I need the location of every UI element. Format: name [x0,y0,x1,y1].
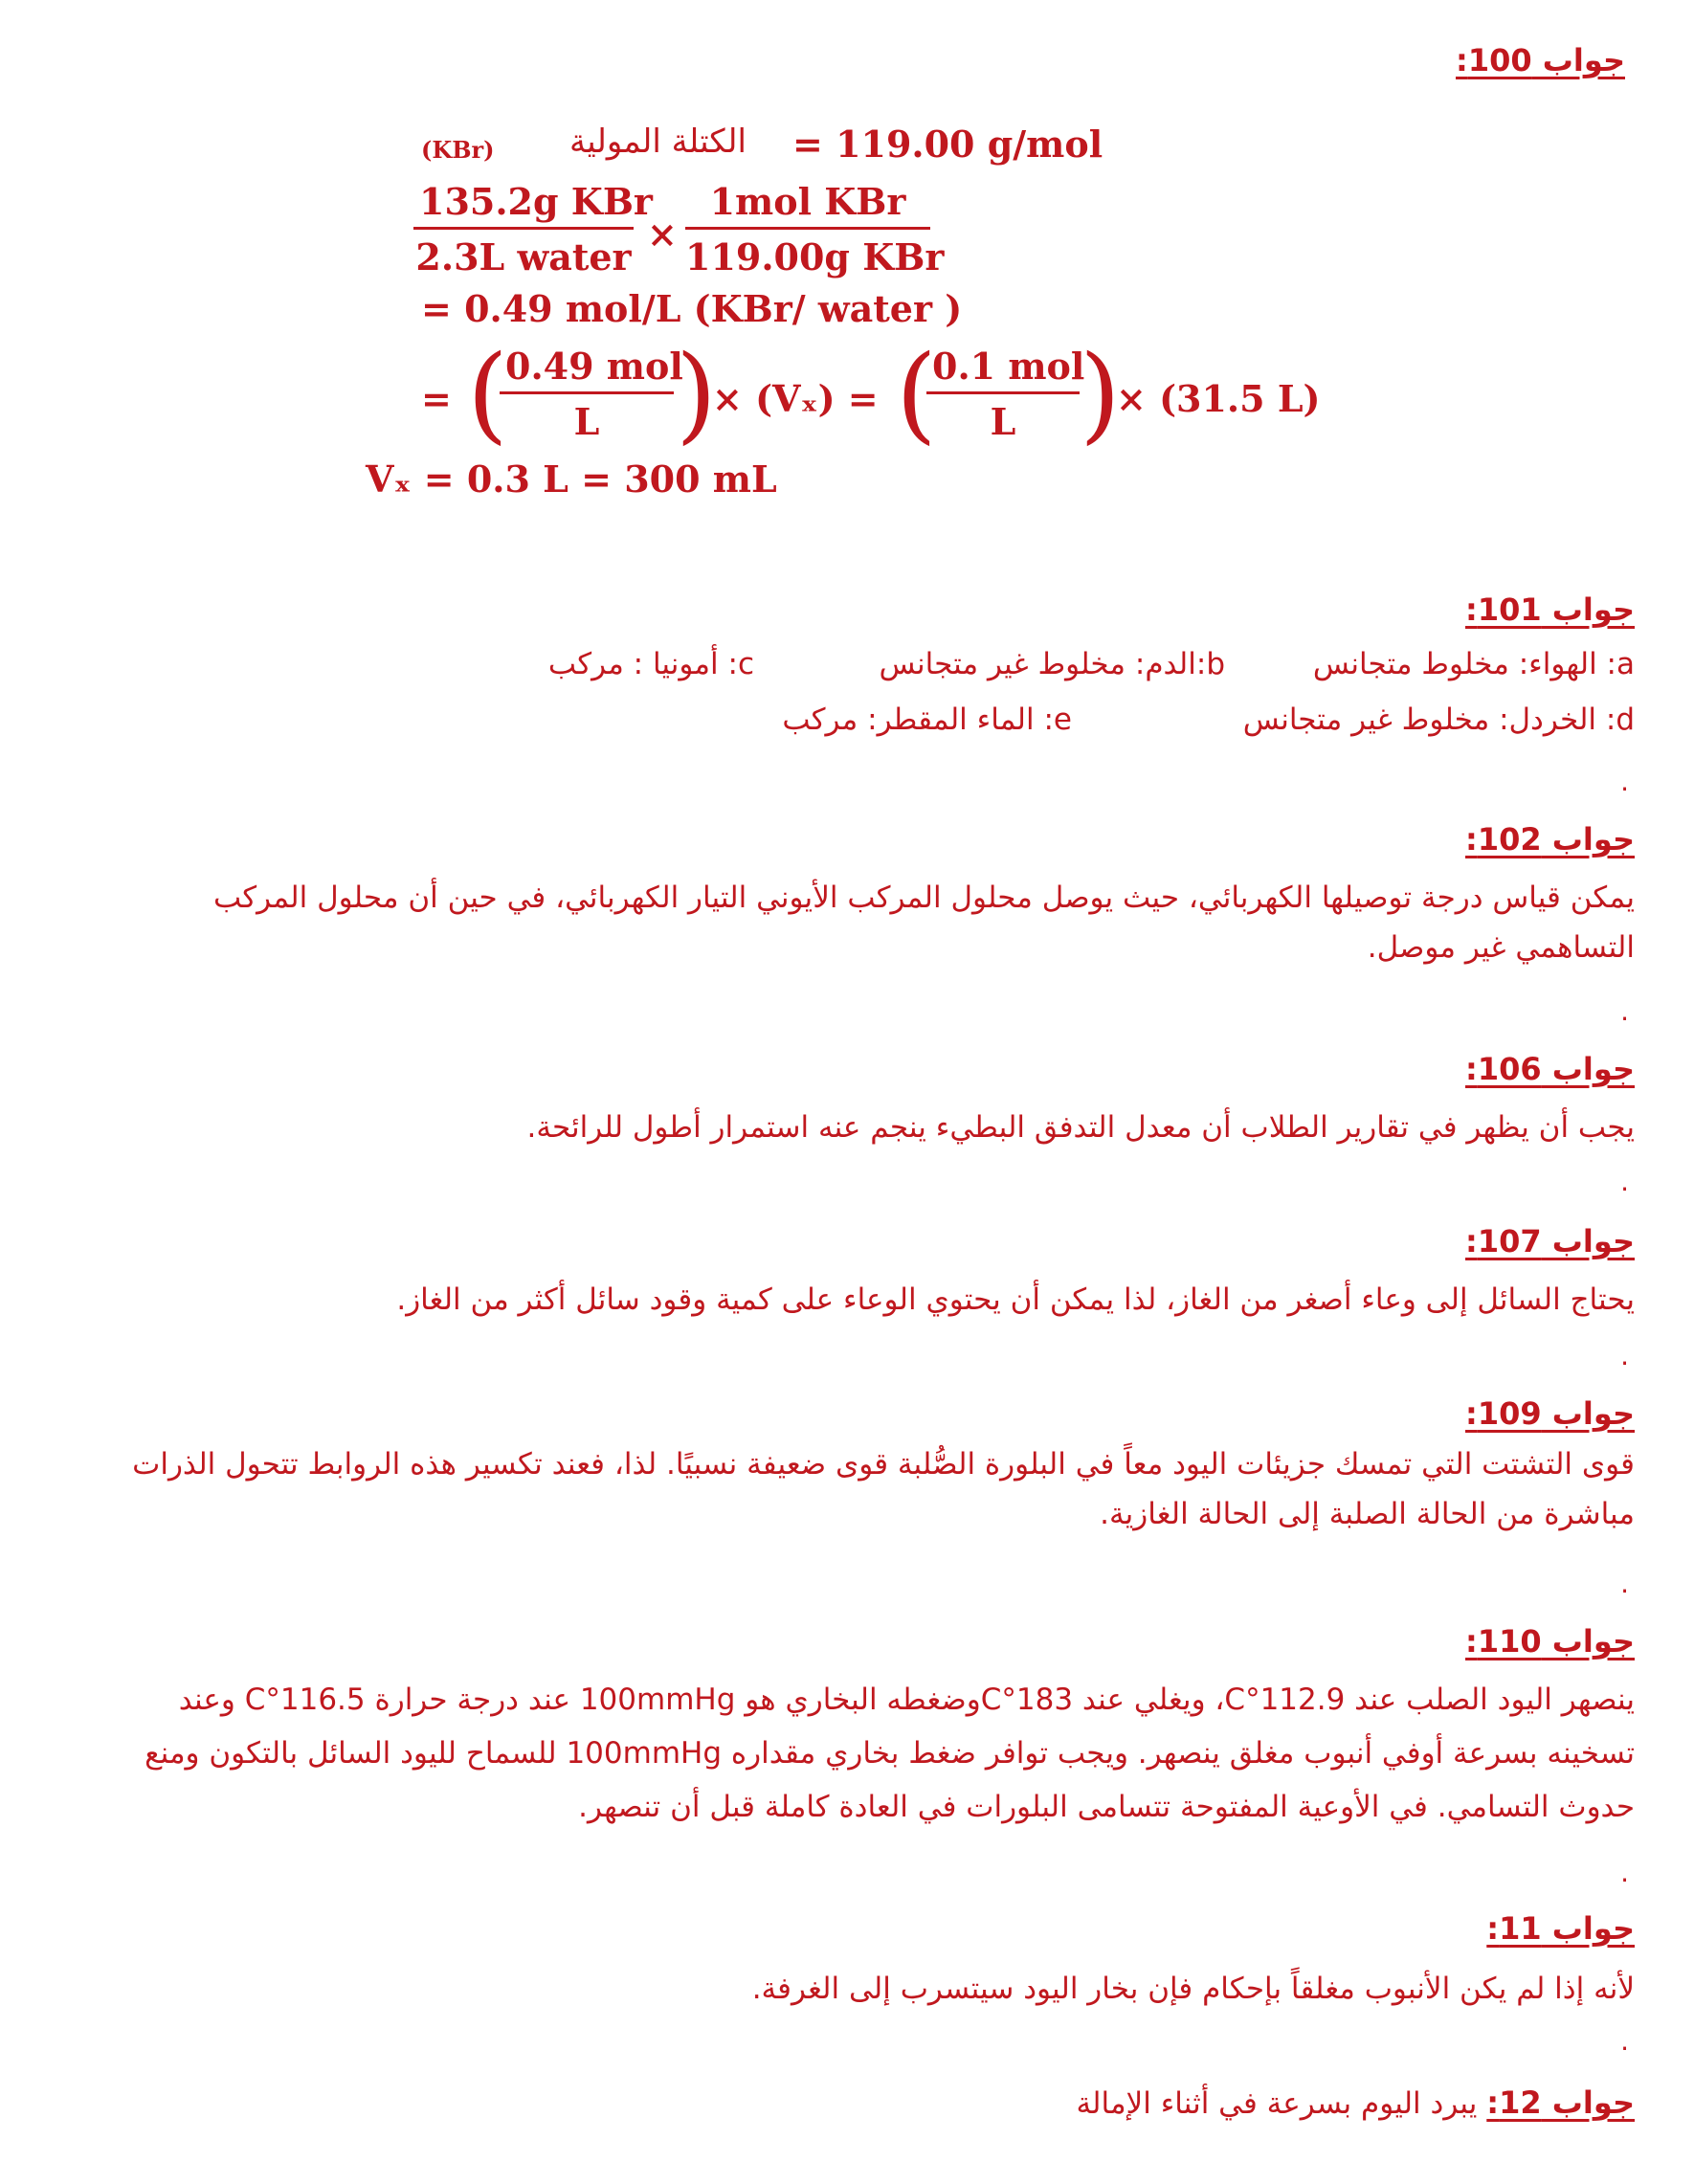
separator-dot: . [1620,2025,1629,2057]
item-d: d: الخردل: مخلوط غير متجانس [1242,702,1635,737]
heading-answer-12: جواب 12: [1486,2084,1635,2121]
fraction-numerator: 0.49 mol [500,345,674,394]
heading-answer-107: جواب 107: [1465,1223,1635,1259]
item-a: a: الهواء: مخلوط متجانس [1312,647,1635,681]
final-volume: Vₓ = 0.3 L = 300 mL [366,457,777,501]
heading-answer-101: جواب 101: [1465,591,1635,628]
dilution-fraction-final [926,345,1085,443]
separator-dot: . [1620,1857,1629,1888]
fraction-numerator: 1mol KBr [685,180,930,230]
fraction-denominator: 2.3L water [415,235,632,279]
right-paren: ) [1080,332,1121,455]
molar-mass-value: = 119.00 g/mol [792,123,1103,166]
separator-dot: . [1620,1568,1629,1599]
molarity-result: = 0.49 mol/L (KBr/ water ) [421,287,963,330]
answer-12-row [1076,2084,1635,2121]
fraction-denominator: 119.00g KBr [685,235,945,279]
fraction-kbr-per-water [413,180,653,279]
molar-mass-label: الكتلة المولية [568,123,747,161]
answer-107-text: يحتاج السائل إلى وعاء أصغر من الغاز، لذا يمكن أن يحتوي الوعاء على كمية وقود سائل أكثر من الغاز. [396,1282,1635,1317]
item-c: c: أمونيا : مركب [547,647,754,681]
answer-12-text: يبرد اليوم بسرعة في أثناء الإمالة [1076,2086,1478,2121]
fraction-numerator: 135.2g KBr [413,180,634,230]
heading-answer-102: جواب 102: [1465,821,1635,858]
left-paren: ( [896,332,937,455]
answer-11-text: لأنه إذا لم يكن الأنبوب مغلقاً بإحكام فإن بخار اليود سيتسرب إلى الغرفة. [751,1972,1635,2006]
fraction-denominator: L [573,400,600,443]
separator-dot: . [1620,766,1629,797]
fraction-mol-per-gram [685,180,945,279]
heading-answer-109: جواب 109: [1465,1395,1635,1432]
answer-106-text: يجب أن يظهر في تقارير الطلاب أن معدل التدفق البطيء ينجم عنه استمرار أطول للرائحة. [526,1110,1635,1145]
answer-110-text: ينصهر اليود الصلب عند 112.9°C، ويغلي عند 183°Cوضغطه البخاري هو 100mmHg عند درجة حرارة 116.5°C وعند تسخينه بسرعة أوفي أنبوب مغلق ينصهر. ويجب توافر ضغط بخاري مقداره 100mmHg للسماح لليود السائل بالتكون ومنع حدوث التسامي. في الأوعية المفتوحة تتسامى البلورات في العادة كاملة قبل أن تنصهر. [145,1683,1635,1824]
heading-answer-106: جواب 106: [1465,1051,1635,1087]
heading-answer-110: جواب 110: [1465,1623,1635,1660]
fraction-numerator: 0.1 mol [926,345,1080,394]
answer-109-text: قوى التشتت التي تمسك جزيئات اليود معاً في البلورة الصُّلبة قوى ضعيفة نسبيًا. لذا، فعند تكسير هذه الروابط تتحول الذرات مباشرة من الحالة الصلبة إلى الحالة الغازية. [132,1447,1635,1531]
multiply-sign: × [647,212,678,256]
dilution-middle: × (Vₓ) = [712,377,879,420]
heading-answer-11: جواب 11: [1486,1910,1635,1947]
item-e: e: الماء المقطر: مركب [782,702,1072,737]
dilution-end: × (31.5 L) [1116,377,1321,420]
left-paren: ( [467,332,508,455]
item-b: b:الدم: مخلوط غير متجانس [879,647,1225,681]
dilution-fraction-initial [500,345,683,443]
heading-answer-100: جواب 100: [1456,42,1625,78]
separator-dot: . [1620,995,1629,1027]
dilution-equals: = [421,377,452,420]
separator-dot: . [1620,1166,1629,1197]
kbr-label: (KBr) [421,136,495,164]
separator-dot: . [1620,1340,1629,1371]
right-paren: ) [676,332,717,455]
fraction-denominator: L [990,400,1016,443]
answer-102-text: يمكن قياس درجة توصيلها الكهربائي، حيث يوصل محلول المركب الأيوني التيار الكهربائي، في حين أن محلول المركب التساهمي غير موصل. [212,880,1635,965]
